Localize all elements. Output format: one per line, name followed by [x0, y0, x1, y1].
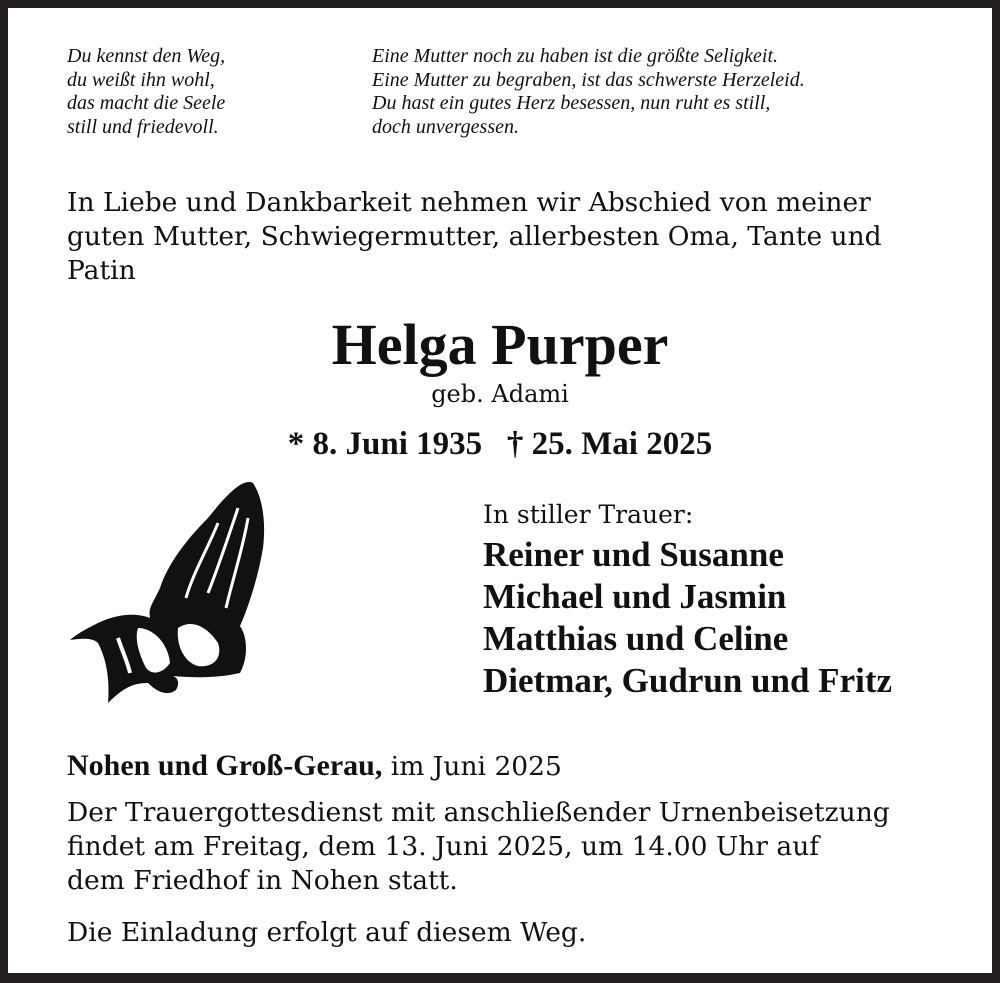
closing-text: Die Einladung erfolgt auf diesem Weg. — [67, 917, 587, 948]
poem-right — [372, 45, 805, 139]
poem-line: Du kennst den Weg, — [67, 45, 226, 67]
mourner: Reiner und Susanne — [483, 535, 784, 574]
intro-line: guten Mutter, Schwiegermutter, allerbesten Oma, Tante und — [67, 221, 882, 252]
mourner: Michael und Jasmin — [483, 577, 787, 616]
poem-line: Eine Mutter zu begraben, ist das schwerste Herzeleid. — [372, 68, 805, 91]
poem-line: still und friedevoll. — [67, 115, 219, 138]
service-line: findet am Freitag, dem 13. Juni 2025, um 14.00 Uhr auf — [67, 831, 820, 862]
birth-name: geb. Adami — [431, 380, 569, 408]
intro-line: In Liebe und Dankbarkeit nehmen wir Abschied von meiner — [67, 187, 871, 218]
place: Nohen und Groß-Gerau, — [67, 749, 383, 782]
birth-date: * 8. Juni 1935 — [287, 426, 483, 462]
death-date: † 25. Mai 2025 — [506, 426, 713, 462]
mourning-label: In stiller Trauer: — [483, 500, 694, 529]
life-dates — [8, 426, 992, 463]
poem-line: das macht die Seele — [67, 92, 226, 114]
poem-line: du weißt ihn wohl, — [67, 68, 215, 91]
poem-left — [67, 45, 225, 139]
intro-text — [67, 186, 882, 288]
deceased-name: Helga Purper — [331, 312, 669, 377]
poem-line: Eine Mutter noch zu haben ist die größte Seligkeit. — [372, 45, 779, 67]
poem-line: Du hast ein gutes Herz besessen, nun ruht es still, — [372, 92, 771, 114]
mourner: Matthias und Celine — [483, 619, 789, 658]
date: im Juni 2025 — [382, 751, 562, 782]
service-info — [67, 796, 890, 898]
intro-line: Patin — [67, 255, 136, 286]
service-line: dem Friedhof in Nohen statt. — [67, 865, 458, 896]
poem-line: doch unvergessen. — [372, 115, 519, 138]
service-line: Der Trauergottesdienst mit anschließender Urnenbeisetzung — [67, 797, 890, 828]
mourner: Dietmar, Gudrun und Fritz — [483, 661, 893, 700]
mourners-list — [483, 534, 892, 702]
praying-hands-icon — [68, 478, 268, 713]
place-date — [67, 749, 562, 784]
obituary-notice — [8, 8, 992, 973]
